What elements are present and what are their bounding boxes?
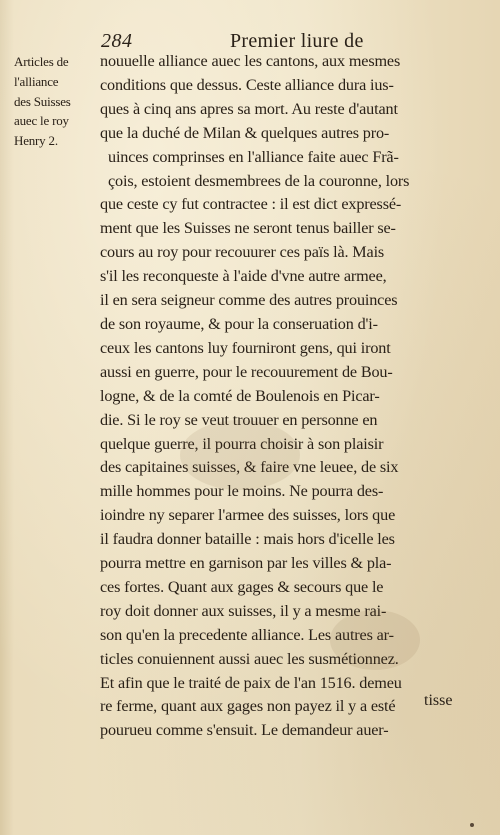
margin-note-line: l'alliance: [14, 73, 59, 89]
paper-stain: [180, 420, 300, 490]
margin-note-line: des Suisses: [14, 93, 71, 109]
text-line: que la duché de Milan & quelques autres pro-: [100, 123, 390, 142]
page-title: Premier liure de: [230, 30, 364, 52]
text-line: roy doit donner aux suisses, il y a mesme rai-: [100, 601, 387, 620]
text-line: mille hommes pour le moins. Ne pourra des-: [100, 482, 384, 501]
text-line: de son royaume, & pour la conseruation d'i-: [100, 314, 378, 333]
text-line: ces fortes. Quant aux gages & secours que le: [100, 577, 384, 596]
margin-note-line: auec le roy: [14, 113, 69, 129]
text-line: il en sera seigneur comme des autres prouinces: [100, 291, 398, 310]
margin-note-line: Articles de: [14, 54, 69, 69]
text-line: pourueu comme s'ensuit. Le demandeur auer-: [100, 721, 389, 740]
text-line: uinces comprinses en l'alliance faite auec Frã-: [108, 147, 399, 166]
text-line: logne, & de la comté de Boulenois en Picar-: [100, 386, 380, 405]
text-line: conditions que dessus. Ceste alliance dura ius-: [100, 75, 394, 94]
text-line: que ceste cy fut contractee : il est dict expressé-: [100, 195, 402, 214]
text-line: ques à cinq ans apres sa mort. Au reste d'autant: [100, 99, 398, 118]
text-line: Et afin que le traité de paix de l'an 1516. demeu: [100, 673, 402, 692]
margin-note-line: Henry 2.: [14, 133, 58, 149]
text-line: ioindre ny separer l'armee des suisses, lors que: [100, 506, 396, 525]
text-line: son qu'en la precedente alliance. Les autres ar-: [100, 625, 394, 644]
text-line: quelque guerre, il pourra choisir à son plaisir: [100, 434, 384, 453]
margin-note: [14, 52, 98, 151]
text-line: s'il les reconqueste à l'aide d'vne autre armee,: [100, 267, 387, 286]
text-line: il faudra donner bataille : mais hors d'icelle les: [100, 530, 395, 549]
text-line: cours au roy pour recouurer ces païs là. Mais: [100, 243, 385, 262]
text-line: des capitaines suisses, & faire vne leuee, de six: [100, 458, 399, 477]
page-number: 284: [101, 30, 133, 52]
text-line: çois, estoient desmembrees de la couronne, lors: [108, 171, 410, 190]
text-line: re ferme, quant aux gages non payez il y a esté: [100, 697, 396, 716]
text-line: pourra mettre en garnison par les villes & pla-: [100, 554, 392, 573]
text-line: ceux les cantons luy fourniront gens, qui iront: [100, 338, 391, 357]
ink-speck: [470, 823, 474, 827]
paper-stain: [330, 610, 420, 670]
text-line: ment que les Suisses ne seront tenus bailler se-: [100, 219, 396, 238]
text-line: die. Si le roy se veut trouuer en personne en: [100, 410, 378, 429]
text-line: aussi en guerre, pour le recouurement de Bou-: [100, 362, 393, 381]
text-line: ticles conuiennent aussi auec les susmétionnez.: [100, 649, 399, 668]
text-line: nouuelle alliance auec les cantons, aux mesmes: [100, 52, 401, 70]
catchword: tisse: [424, 692, 453, 709]
